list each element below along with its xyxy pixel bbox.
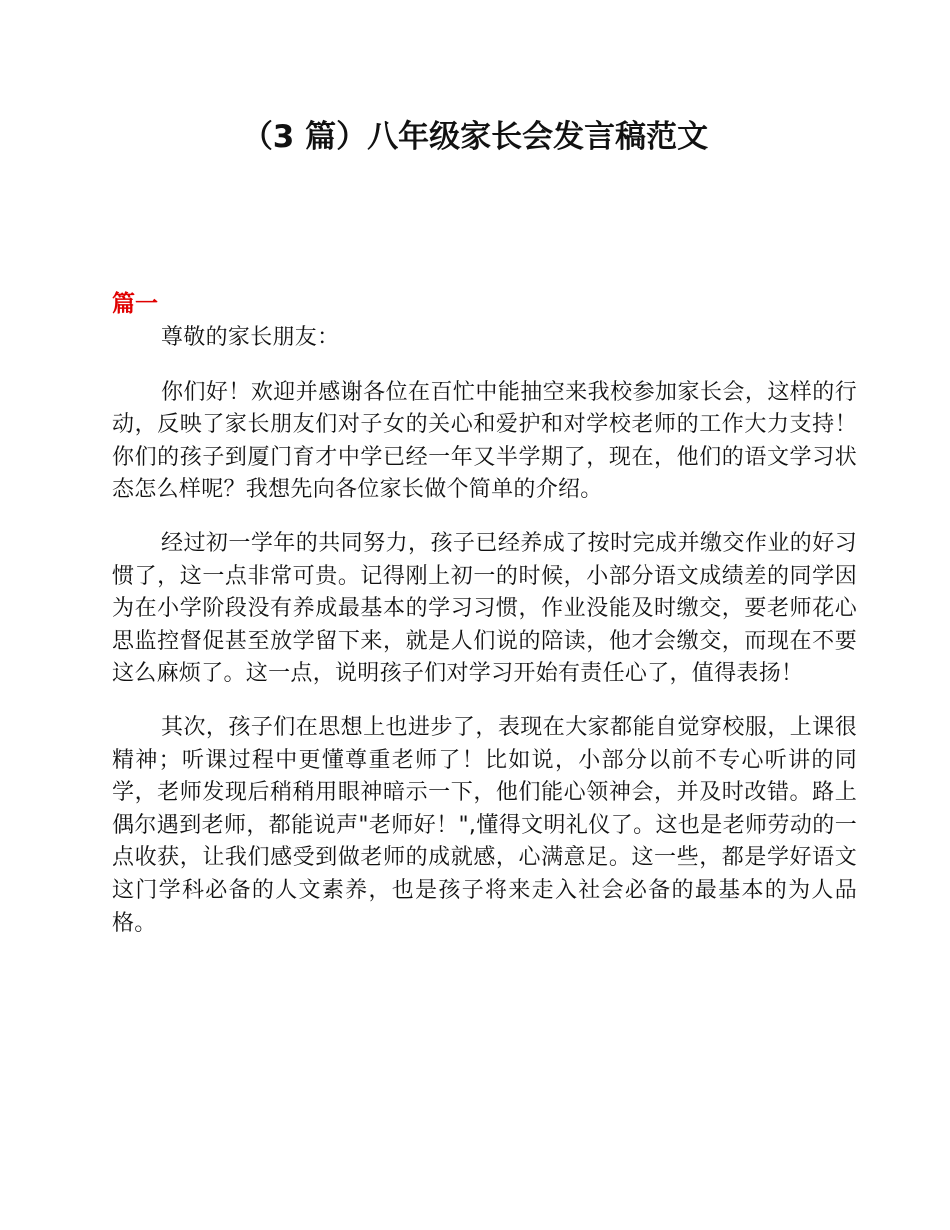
- section-heading: 篇一: [112, 291, 158, 317]
- document-title: （3 篇）八年级家长会发言稿范文: [241, 119, 709, 155]
- document-body: [112, 322, 857, 961]
- body-paragraph: 经过初一学年的共同努力，孩子已经养成了按时完成并缴交作业的好习惯了，这一点非常可贵。记得刚上初一的时候，小部分语文成绩差的同学因为在小学阶段没有养成最基本的学习习惯，作业没能及时缴交，要老师花心思监控督促甚至放学留下来，就是人们说的陪读，他才会缴交，而现在不要这么麻烦了。这一点，说明孩子们对学习开始有责任心了，值得表扬！: [112, 530, 857, 687]
- greeting-paragraph: 尊敬的家长朋友：: [161, 325, 340, 350]
- body-paragraph: 其次，孩子们在思想上也进步了，表现在大家都能自觉穿校服，上课很精神；听课过程中更懂尊重老师了！比如说，小部分以前不专心听讲的同学，老师发现后稍稍用眼神暗示一下，他们能心领神会，并及时改错。路上偶尔遇到老师，都能说声"老师好！",懂得文明礼仪了。这也是老师劳动的一点收获，让我们感受到做老师的成就感，心满意足。这一些，都是学好语文这门学科必备的人文素养，也是孩子将来走入社会必备的最基本的为人品格。: [112, 714, 857, 936]
- body-paragraph: 你们好！欢迎并感谢各位在百忙中能抽空来我校参加家长会，这样的行动，反映了家长朋友们对子女的关心和爱护和对学校老师的工作大力支持！你们的孩子到厦门育才中学已经一年又半学期了，现在，他们的语文学习状态怎么样呢？我想先向各位家长做个简单的介绍。: [112, 379, 857, 503]
